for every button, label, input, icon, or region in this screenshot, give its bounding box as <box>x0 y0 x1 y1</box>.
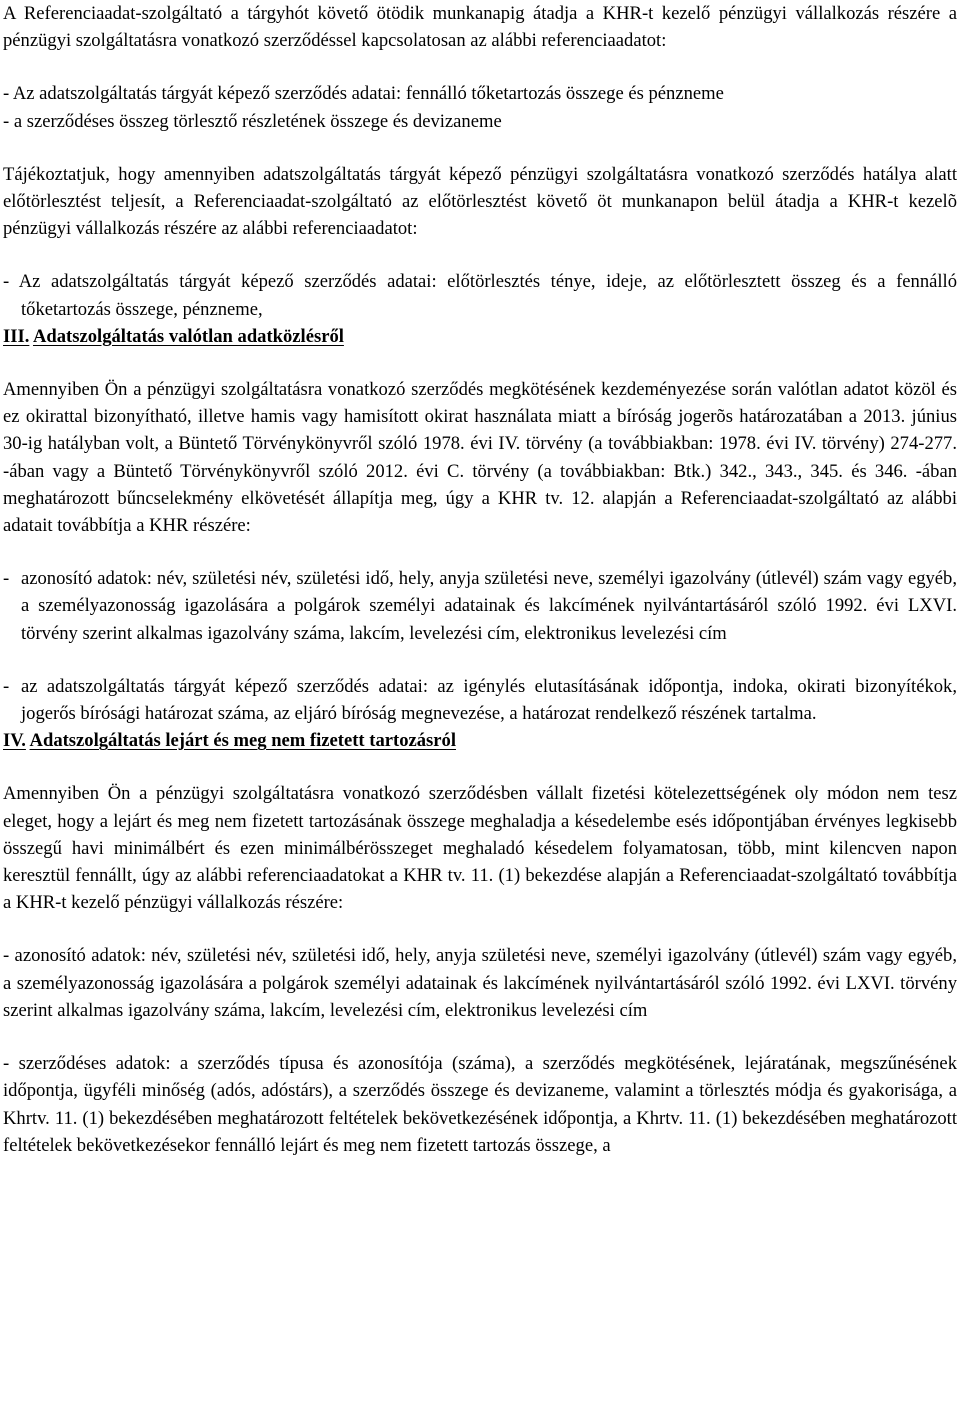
section-iii-body: Amennyiben Ön a pénzügyi szolgáltatásra vonatkozó szerződés megkötésének kezdeményezése során valótlan adatot közöl és ez okirattal bizonyítható, illetve hamis vagy hamisított okirat használata miatt a bíróság jogerõs határozatában a 2013. június 30-ig hatályban volt, a Büntető Törvénykönyvről szóló 1978. évi IV. törvény (a továbbiakban: 1978. évi IV. törvény) 274-277. -ában vagy a Büntető Törvénykönyvről szóló 2012. évi C. törvény (a továbbiakban: Btk.) 342., 343., 345. és 346. -ában meghatározott bűncselekmény elkövetését állapítja meg, úgy a KHR tv. 12. alapján a Referenciaadat-szolgáltató az alábbi adatait továbbítja a KHR részére: <box>3 379 957 537</box>
prepayment-data-item: - Az adatszolgáltatás tárgyát képező szerződés adatai: előtörlesztés ténye, ideje, az előtörlesztett összeg és a fennálló tőketartozás összege, pénzneme, <box>3 271 957 320</box>
document-page <box>3 0 957 1159</box>
list-item: - azonosító adatok: név, születési név, születési idő, hely, anyja születési neve, személyi igazolvány (útlevél) szám vagy egyéb, a személyazonosság igazolására a polgárok személyi adatainak és lakcímének nyilvántartásáról szóló 1992. évi LXVI. törvény szerint alkalmas igazolvány száma, lakcím, levelezési cím, elektronikus levelezési cím <box>3 945 957 1021</box>
intro-paragraph: A Referenciaadat-szolgáltató a tárgyhót követő ötödik munkanapig átadja a KHR-t kezelő pénzügyi vállalkozás részére a pénzügyi szolgáltatásra vonatkozó szerződéssel kapcsolatosan az alábbi referenciaadatot: <box>3 3 957 52</box>
section-title: Adatszolgáltatás lejárt és meg nem fizetett tartozásról <box>29 730 457 752</box>
section-title: Adatszolgáltatás valótlan adatközlésről <box>32 325 344 347</box>
dash-bullet: - <box>3 675 10 697</box>
list-item: - a szerződéses összeg törlesztő részletének összege és devizaneme <box>3 110 502 132</box>
list-item: - szerződéses adatok: a szerződés típusa és azonosítója (száma), a szerződés megkötésének, lejáratának, megszűnésének időpontja, ügyféli minőség (adós, adóstárs), a szerződés összege és devizaneme, valamint a törlesztés módja és gyakorisága, a Khrtv. 11. (1) bekezdésében meghatározott feltételek bekövetkezésének időpontja, a Khrtv. 11. (1) bekezdésében meghatározott feltételek bekövetkezésekor fennálló lejárt és meg nem fizetett tartozás összege, a <box>3 1053 957 1156</box>
prepayment-info-paragraph: Tájékoztatjuk, hogy amennyiben adatszolgáltatás tárgyát képező pénzügyi szolgáltatásra vonatkozó szerződés hatálya alatt előtörlesztést teljesít, a Referenciaadat-szolgáltató az előtörlesztést követő öt munkanapon belül átadja a KHR-t kezelõ pénzügyi vállalkozás részére az alábbi referenciaadatot: <box>3 163 957 240</box>
section-number: III. <box>3 325 30 347</box>
section-heading-iii <box>3 323 957 350</box>
section-iv-body: Amennyiben Ön a pénzügyi szolgáltatásra vonatkozó szerződésben vállalt fizetési kötelezettségének oly módon nem tesz eleget, hogy a lejárt és meg nem fizetett tartozásának összege meghaladja a késedelembe esés időpontjában érvényes legkisebb összegű havi minimálbért és ezen minimálbérösszeget meghaladó késedelem folyamatosan, több, mint kilencven napon keresztül fennállt, úgy az alábbi referenciaadatokat a KHR tv. 11. (1) bekezdése alapján a Referenciaadat-szolgáltató továbbítja a KHR-t kezelő pénzügyi vállalkozás részére: <box>3 783 957 914</box>
list-item <box>3 673 957 727</box>
section-heading-iv <box>3 727 957 754</box>
reference-data-list <box>3 80 957 134</box>
list-item: - Az adatszolgáltatás tárgyát képező szerződés adatai: fennálló tőketartozás összege és pénzneme <box>3 83 724 105</box>
dash-bullet: - <box>3 568 10 590</box>
list-item <box>3 565 957 647</box>
section-number: IV. <box>3 730 26 752</box>
list-item-text: az adatszolgáltatás tárgyát képező szerződés adatai: az igénylés elutasításának időpontja, indoka, okirati bizonyítékok, jogerős bírósági határozat száma, az eljáró bíróság megnevezése, a határozat rendelkező részének tartalma. <box>21 675 957 725</box>
list-item-text: azonosító adatok: név, születési név, születési idő, hely, anyja születési neve, személyi igazolvány (útlevél) szám vagy egyéb, a személyazonosság igazolására a polgárok személyi adatainak és lakcímének nyilvántartásáról szóló 1992. évi LXVI. törvény szerint alkalmas igazolvány száma, lakcím, levelezési cím, elektronikus levelezési cím <box>21 568 957 644</box>
